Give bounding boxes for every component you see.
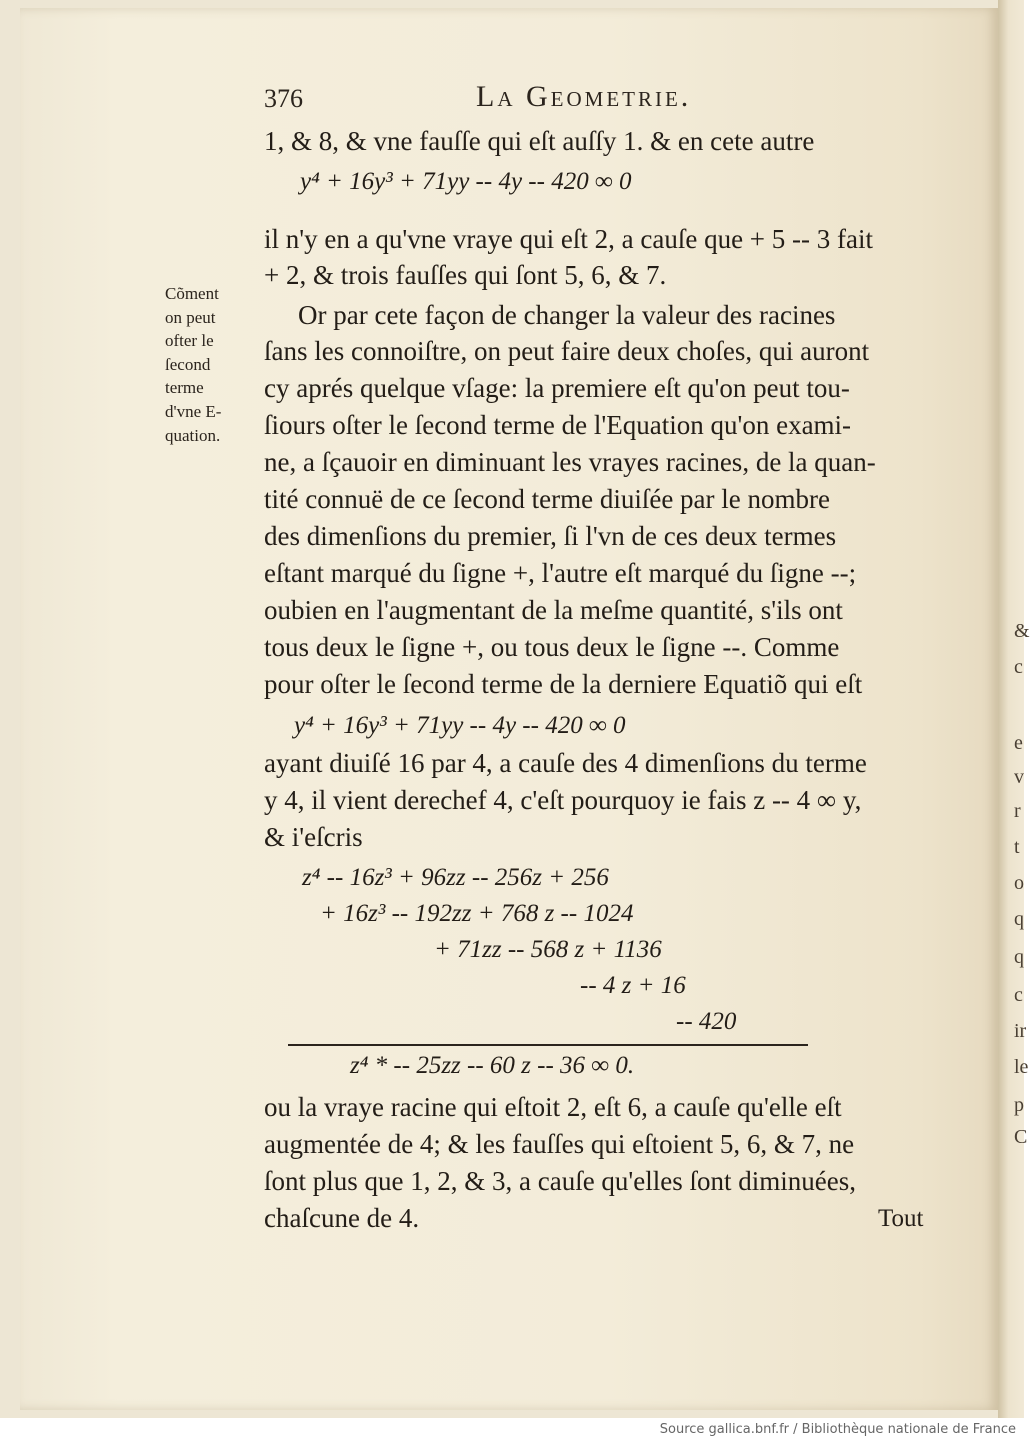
text-line: des dimenſions du premier, ſi l'vn de ces deux termes xyxy=(264,521,837,551)
running-title: La Geometrie. xyxy=(476,80,692,113)
text-line: & i'eſcris xyxy=(264,822,363,852)
expansion-row: -- 4 z + 16 xyxy=(580,972,686,999)
text-line: augmentée de 4; & les fauſſes qui eſtoient 5, 6, & 7, ne xyxy=(264,1129,855,1159)
marginal-note-line: Cõment xyxy=(165,284,219,303)
page-number: 376 xyxy=(264,84,303,113)
next-page-fragment: c xyxy=(1014,984,1023,1006)
text-line: tous deux le ſigne +, ou tous deux le ſigne --. Comme xyxy=(264,632,840,662)
source-credit: Source gallica.bnf.fr / Bibliothèque nationale de France xyxy=(659,1422,1016,1437)
next-page-fragment: q xyxy=(1014,946,1024,968)
text-line: cy aprés quelque vſage: la premiere eſt qu'on peut tou- xyxy=(264,373,850,403)
result-equation: z⁴ * -- 25zz -- 60 z -- 36 ∞ 0. xyxy=(350,1052,635,1079)
next-page-fragment: o xyxy=(1014,872,1024,894)
next-page-fragment: p xyxy=(1014,1094,1024,1116)
text-line: chaſcune de 4. xyxy=(264,1203,420,1233)
marginal-note xyxy=(165,282,257,447)
text-line: ſont plus que 1, 2, & 3, a cauſe qu'elles ſont diminuées, xyxy=(264,1166,857,1196)
next-page-fragment: e xyxy=(1014,732,1023,754)
next-page-fragment: q xyxy=(1014,908,1024,930)
next-page-fragment: le xyxy=(1014,1056,1029,1078)
paragraph-start-line: Or par cete façon de changer la valeur des racines xyxy=(298,300,836,330)
expansion-row: z⁴ -- 16z³ + 96zz -- 256z + 256 xyxy=(302,864,609,891)
text-line: + 2, & trois fauſſes qui ſont 5, 6, & 7. xyxy=(264,260,667,290)
sum-rule xyxy=(288,1044,808,1046)
text-line: 1, & 8, & vne fauſſe qui eſt auſſy 1. & en cete autre xyxy=(264,126,815,156)
text-line: oubien en l'augmentant de la meſme quantité, s'ils ont xyxy=(264,595,843,625)
next-page-fragment: & xyxy=(1014,620,1030,642)
marginal-note-line: quation. xyxy=(165,425,221,445)
text-line: eſtant marqué du ſigne +, l'autre eſt marqué du ſigne --; xyxy=(264,558,857,588)
text-line: ſiours oſter le ſecond terme de l'Equation qu'on exami- xyxy=(264,410,852,440)
equation-line: y⁴ + 16y³ + 71yy -- 4y -- 420 ∞ 0 xyxy=(294,712,626,739)
next-page-edge xyxy=(998,0,1027,1418)
next-page-fragment: c xyxy=(1014,656,1023,678)
book-page xyxy=(20,8,998,1410)
text-line: y 4, il vient derechef 4, c'eſt pourquoy ie fais z -- 4 ∞ y, xyxy=(264,785,862,815)
catchword: Tout xyxy=(878,1205,924,1232)
next-page-fragment: v xyxy=(1014,766,1024,788)
text-line: pour oſter le ſecond terme de la derniere Equatiõ qui eſt xyxy=(264,669,863,699)
text-line: tité connuë de ce ſecond terme diuiſée par le nombre xyxy=(264,484,830,514)
next-page-fragment: t xyxy=(1014,836,1020,858)
expansion-row: -- 420 xyxy=(676,1008,737,1035)
text-line: il n'y en a qu'vne vraye qui eſt 2, a cauſe que + 5 -- 3 fait xyxy=(264,224,873,254)
expansion-row: + 16z³ -- 192zz + 768 z -- 1024 xyxy=(320,900,634,927)
equation-line: y⁴ + 16y³ + 71yy -- 4y -- 420 ∞ 0 xyxy=(300,168,632,195)
text-line: ayant diuiſé 16 par 4, a cauſe des 4 dimenſions du terme xyxy=(264,748,867,778)
next-page-fragment: C xyxy=(1014,1126,1028,1148)
marginal-note-line: on peut xyxy=(165,307,216,327)
marginal-note-line: ſecond xyxy=(165,354,211,374)
next-page-fragment: ir xyxy=(1014,1020,1027,1042)
expansion-row: + 71zz -- 568 z + 1136 xyxy=(434,936,662,963)
next-page-fragment: r xyxy=(1014,800,1021,822)
marginal-note-line: d'vne E- xyxy=(165,401,222,421)
text-line: ne, a ſçauoir en diminuant les vrayes racines, de la quan- xyxy=(264,447,876,477)
text-line: ou la vraye racine qui eſtoit 2, eſt 6, a cauſe qu'elle eſt xyxy=(264,1092,842,1122)
marginal-note-line: ofter le xyxy=(165,331,214,351)
text-line: ſans les connoiſtre, on peut faire deux choſes, qui auront xyxy=(264,336,870,366)
marginal-note-line: terme xyxy=(165,378,204,398)
